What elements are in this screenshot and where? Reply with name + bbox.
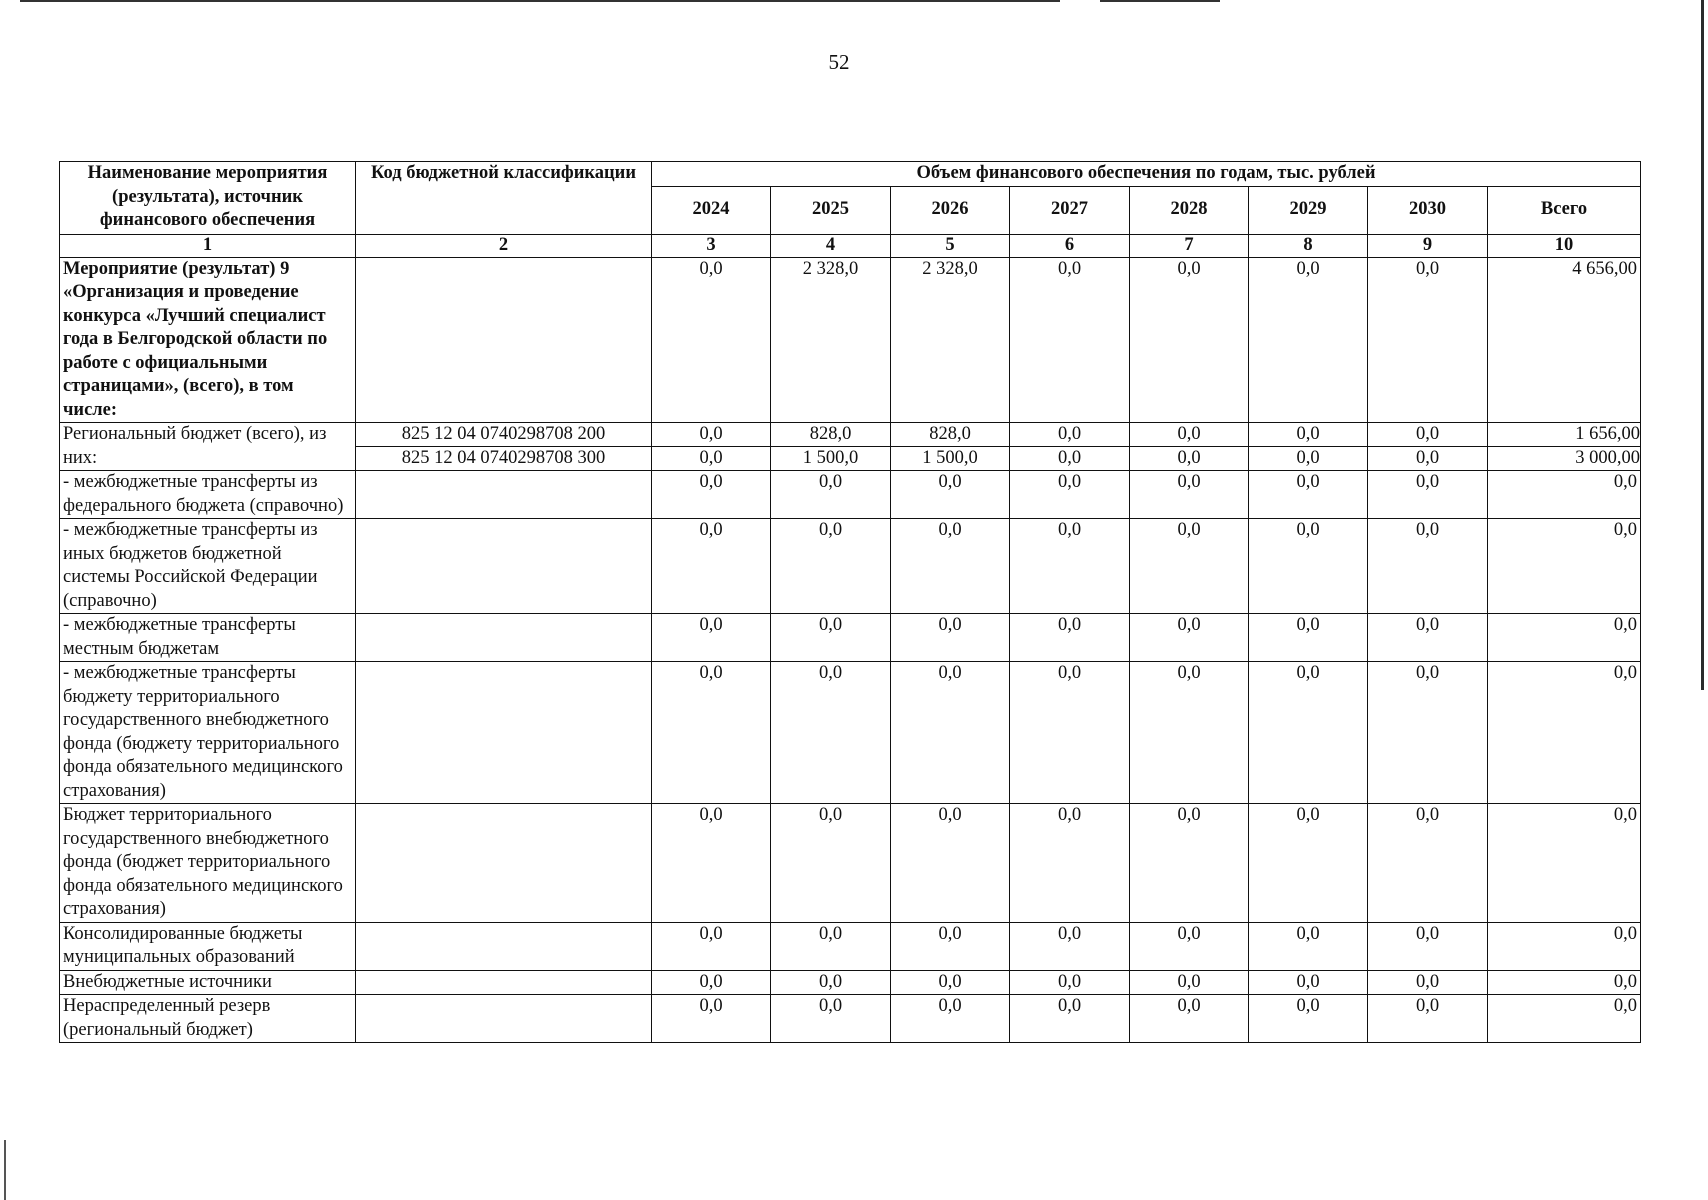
row-name: - межбюджетные трансферты бюджету территориального государственного внебюджетного фонда (бюджету территориального фонда обязательного медицинского страхования): [60, 662, 356, 804]
column-index: 10: [1488, 234, 1641, 257]
amount-value: 0,0: [1415, 520, 1440, 540]
amount-value: 0,0: [1177, 996, 1201, 1016]
amount-value: 1 656,00: [1488, 423, 1640, 447]
row-year-value: [652, 614, 771, 662]
row-year-value: [1130, 995, 1249, 1043]
row-budget-code: [356, 922, 652, 970]
amount-value: 0,0: [699, 971, 723, 992]
row-name: Нераспределенный резерв (региональный бюджет): [60, 995, 356, 1043]
amount-value: 2 328,0: [802, 258, 859, 279]
row-year-value: [1010, 995, 1130, 1043]
amount-value: 0,0: [1415, 258, 1440, 279]
row-year-value: [1249, 614, 1368, 662]
amount-value: 0,0: [1415, 923, 1440, 944]
table-row: [60, 662, 1641, 804]
row-year-value: [1130, 423, 1249, 471]
row-budget-code: [356, 662, 652, 804]
row-name: Консолидированные бюджеты муниципальных образований: [60, 922, 356, 970]
row-year-value: [652, 922, 771, 970]
row-total-value: [1488, 922, 1641, 970]
row-year-value: [1010, 257, 1130, 423]
amount-value: 3 000,00: [1575, 448, 1641, 468]
row-year-value: [1249, 804, 1368, 923]
row-name: - межбюджетные трансферты местным бюджетам: [60, 614, 356, 662]
amount-value: 0,0: [699, 663, 723, 683]
column-index: 2: [356, 234, 652, 257]
row-total-value: [1488, 995, 1641, 1043]
amount-value: 0,0: [1415, 615, 1440, 635]
amount-value: 0,0: [1177, 258, 1201, 279]
row-budget-code: [356, 519, 652, 614]
amount-value: 0,0: [1057, 472, 1082, 492]
row-year-value: [771, 257, 891, 423]
amount-value: 0,0: [1415, 805, 1440, 825]
amount-value: 0,0: [938, 520, 962, 540]
amount-value: 0,0: [1415, 663, 1440, 683]
row-year-value: [1130, 257, 1249, 423]
row-year-value: [891, 519, 1010, 614]
amount-value: 0,0: [1613, 663, 1638, 683]
amount-value: 0,0: [1249, 423, 1367, 447]
row-budget-code: [356, 995, 652, 1043]
row-year-value: [1368, 922, 1488, 970]
amount-value: 0,0: [699, 805, 723, 825]
amount-value: 0,0: [1057, 258, 1082, 279]
row-year-value: [1130, 519, 1249, 614]
amount-value: 0,0: [1177, 805, 1201, 825]
column-index: 6: [1010, 234, 1130, 257]
row-name: Бюджет территориального государственного внебюджетного фонда (бюджет территориального фонда обязательного медицинского страхования): [60, 804, 356, 923]
row-year-value: [891, 995, 1010, 1043]
amount-value: 0,0: [699, 448, 723, 468]
amount-value: 0,0: [818, 663, 843, 683]
amount-value: 0,0: [1613, 923, 1638, 944]
amount-value: 2 328,0: [922, 258, 978, 279]
amount-value: 0,0: [1613, 996, 1638, 1016]
row-budget-code: [356, 423, 652, 471]
amount-value: 0,0: [1177, 971, 1201, 992]
row-name: - межбюджетные трансферты из федерального бюджета (справочно): [60, 471, 356, 519]
amount-value: 0,0: [1177, 472, 1201, 492]
column-index: 8: [1249, 234, 1368, 257]
amount-value: 0,0: [1415, 448, 1440, 468]
page-number: 52: [828, 50, 850, 74]
header-year: 2029: [1249, 186, 1368, 234]
amount-value: 0,0: [1296, 615, 1320, 635]
row-total-value: [1488, 662, 1641, 804]
amount-value: 0,0: [1177, 615, 1201, 635]
amount-value: 0,0: [938, 923, 962, 944]
row-budget-code: [356, 614, 652, 662]
amount-value: 0,0: [652, 423, 770, 447]
row-year-value: [771, 662, 891, 804]
table-row: [60, 970, 1641, 995]
row-year-value: [1130, 614, 1249, 662]
row-name: - межбюджетные трансферты из иных бюджетов бюджетной системы Российской Федерации (справочно): [60, 519, 356, 614]
row-year-value: [1010, 519, 1130, 614]
header-year: 2028: [1130, 186, 1249, 234]
column-index: 9: [1368, 234, 1488, 257]
amount-value: 0,0: [1296, 805, 1320, 825]
row-budget-code: [356, 804, 652, 923]
column-index: 4: [771, 234, 891, 257]
row-total-value: [1488, 804, 1641, 923]
amount-value: 0,0: [1296, 472, 1320, 492]
row-year-value: [1130, 471, 1249, 519]
amount-value: 0,0: [699, 996, 723, 1016]
row-year-value: [1130, 804, 1249, 923]
header-year: 2027: [1010, 186, 1130, 234]
amount-value: 0,0: [1057, 615, 1082, 635]
amount-value: 0,0: [1613, 615, 1638, 635]
amount-value: 0,0: [1057, 663, 1082, 683]
row-year-value: [891, 471, 1010, 519]
table-header-row: [60, 162, 1641, 187]
row-year-value: [771, 423, 891, 471]
row-year-value: [1249, 970, 1368, 995]
row-budget-code: [356, 257, 652, 423]
table-row: [60, 804, 1641, 923]
amount-value: 0,0: [1177, 663, 1201, 683]
amount-value: 0,0: [1368, 423, 1487, 447]
amount-value: 0,0: [818, 971, 843, 992]
table-row: [60, 471, 1641, 519]
row-year-value: [652, 423, 771, 471]
amount-value: 0,0: [699, 520, 723, 540]
amount-value: 0,0: [938, 996, 962, 1016]
row-year-value: [652, 995, 771, 1043]
row-year-value: [771, 471, 891, 519]
row-name: Внебюджетные источники: [60, 970, 356, 995]
amount-value: 0,0: [1177, 448, 1201, 468]
table-row: [60, 922, 1641, 970]
amount-value: 0,0: [938, 805, 962, 825]
row-year-value: [1010, 614, 1130, 662]
amount-value: 828,0: [771, 423, 890, 447]
amount-value: 0,0: [1130, 423, 1248, 447]
row-year-value: [1368, 995, 1488, 1043]
amount-value: 0,0: [1057, 520, 1082, 540]
amount-value: 0,0: [1296, 996, 1320, 1016]
row-year-value: [771, 804, 891, 923]
row-year-value: [891, 804, 1010, 923]
row-budget-code: [356, 471, 652, 519]
header-budget-code: Код бюджетной классификации: [356, 162, 652, 235]
amount-value: 0,0: [1415, 472, 1440, 492]
row-year-value: [1368, 471, 1488, 519]
header-year: 2024: [652, 186, 771, 234]
column-index: 7: [1130, 234, 1249, 257]
header-year: 2026: [891, 186, 1010, 234]
row-year-value: [1368, 519, 1488, 614]
row-year-value: [891, 922, 1010, 970]
row-year-value: [771, 970, 891, 995]
row-year-value: [652, 471, 771, 519]
scan-top-edge-line: [20, 0, 1060, 2]
row-year-value: [1368, 423, 1488, 471]
amount-value: 0,0: [1296, 971, 1320, 992]
amount-value: 0,0: [818, 615, 843, 635]
amount-value: 0,0: [1010, 423, 1129, 447]
row-name: Региональный бюджет (всего), из них:: [60, 423, 356, 471]
row-year-value: [652, 519, 771, 614]
row-year-value: [891, 662, 1010, 804]
amount-value: 0,0: [1613, 472, 1638, 492]
amount-value: 0,0: [938, 615, 962, 635]
row-total-value: [1488, 471, 1641, 519]
amount-value: 0,0: [1057, 971, 1082, 992]
amount-value: 0,0: [699, 472, 723, 492]
row-year-value: [1130, 970, 1249, 995]
row-total-value: [1488, 519, 1641, 614]
amount-value: 0,0: [1057, 448, 1082, 468]
row-year-value: [652, 257, 771, 423]
amount-value: 0,0: [1296, 448, 1320, 468]
table-row: [60, 614, 1641, 662]
header-financing-volume: Объем финансового обеспечения по годам, тыс. рублей: [652, 162, 1641, 187]
header-year: 2030: [1368, 186, 1488, 234]
row-year-value: [1249, 922, 1368, 970]
row-total-value: [1488, 614, 1641, 662]
row-year-value: [1010, 970, 1130, 995]
row-year-value: [1010, 662, 1130, 804]
table-row: [60, 519, 1641, 614]
row-year-value: [1010, 471, 1130, 519]
row-year-value: [891, 257, 1010, 423]
scan-top-edge-line: [1100, 0, 1220, 2]
row-year-value: [652, 970, 771, 995]
amount-value: 0,0: [1296, 923, 1320, 944]
amount-value: 0,0: [1415, 971, 1440, 992]
row-year-value: [1249, 257, 1368, 423]
row-year-value: [771, 614, 891, 662]
amount-value: 0,0: [1177, 520, 1201, 540]
row-year-value: [771, 519, 891, 614]
table-row: [60, 257, 1641, 423]
row-year-value: [1368, 970, 1488, 995]
row-year-value: [1368, 614, 1488, 662]
row-year-value: [1249, 423, 1368, 471]
row-year-value: [891, 423, 1010, 471]
amount-value: 0,0: [699, 258, 723, 279]
amount-value: 0,0: [1057, 923, 1082, 944]
amount-value: 0,0: [1296, 258, 1320, 279]
row-year-value: [1249, 471, 1368, 519]
amount-value: 4 656,00: [1572, 258, 1638, 279]
amount-value: 0,0: [1057, 996, 1082, 1016]
amount-value: 0,0: [938, 472, 962, 492]
amount-value: 0,0: [699, 923, 723, 944]
amount-value: 0,0: [818, 923, 843, 944]
amount-value: 0,0: [1296, 520, 1320, 540]
amount-value: 1 500,0: [802, 448, 859, 468]
row-year-value: [771, 995, 891, 1043]
column-index: 3: [652, 234, 771, 257]
amount-value: 0,0: [818, 520, 843, 540]
row-total-value: [1488, 423, 1641, 471]
header-year: 2025: [771, 186, 891, 234]
table-row: [60, 995, 1641, 1043]
amount-value: 828,0: [891, 423, 1009, 447]
row-year-value: [1010, 423, 1130, 471]
row-budget-code: [356, 970, 652, 995]
row-year-value: [891, 614, 1010, 662]
amount-value: 0,0: [1057, 805, 1082, 825]
row-year-value: [1368, 662, 1488, 804]
row-year-value: [652, 804, 771, 923]
amount-value: 0,0: [818, 805, 843, 825]
amount-value: 1 500,0: [922, 448, 978, 468]
row-year-value: [1130, 662, 1249, 804]
row-year-value: [1249, 995, 1368, 1043]
table-row: [60, 423, 1641, 471]
amount-value: 0,0: [818, 996, 843, 1016]
amount-value: 0,0: [938, 663, 962, 683]
column-index: 1: [60, 234, 356, 257]
row-year-value: [1368, 804, 1488, 923]
amount-value: 0,0: [938, 971, 962, 992]
amount-value: 0,0: [1613, 805, 1638, 825]
amount-value: 0,0: [1613, 520, 1638, 540]
amount-value: 0,0: [1177, 923, 1201, 944]
column-index: 5: [891, 234, 1010, 257]
financing-table: [59, 161, 1641, 1043]
amount-value: 0,0: [1415, 996, 1440, 1016]
scan-left-edge: [4, 1140, 6, 1200]
row-year-value: [1010, 804, 1130, 923]
row-year-value: [1368, 257, 1488, 423]
scan-right-edge: [1701, 0, 1704, 690]
row-year-value: [891, 970, 1010, 995]
amount-value: 0,0: [1296, 663, 1320, 683]
row-year-value: [1249, 662, 1368, 804]
row-total-value: [1488, 970, 1641, 995]
row-total-value: [1488, 257, 1641, 423]
amount-value: 0,0: [818, 472, 843, 492]
row-year-value: [1010, 922, 1130, 970]
amount-value: 0,0: [699, 615, 723, 635]
row-year-value: [1130, 922, 1249, 970]
budget-code: 825 12 04 0740298708 300: [401, 448, 606, 468]
row-name: Мероприятие (результат) 9 «Организация и проведение конкурса «Лучший специалист года в Белгородской области по работе с официальными страницами», (всего), в том числе:: [60, 257, 356, 423]
header-total: Всего: [1488, 186, 1641, 234]
header-event-name: Наименование мероприятия (результата), источник финансового обеспечения: [60, 162, 356, 235]
row-year-value: [1249, 519, 1368, 614]
row-year-value: [652, 662, 771, 804]
amount-value: 0,0: [1613, 971, 1638, 992]
row-year-value: [771, 922, 891, 970]
column-index-row: [60, 234, 1641, 257]
budget-code: 825 12 04 0740298708 200: [356, 423, 651, 447]
